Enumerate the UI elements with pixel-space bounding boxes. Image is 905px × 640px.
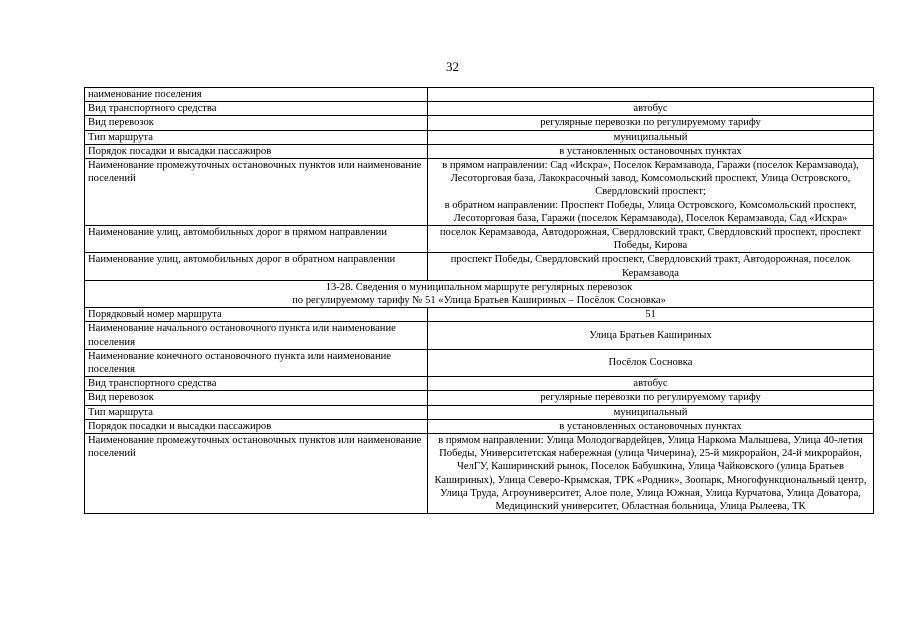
section-heading-line: по регулируемому тарифу № 51 «Улица Братьев Кашириных – Посёлок Сосновка» (292, 295, 666, 307)
forward-direction-text: в прямом направлении: Сад «Искра», Поселок Керамзавода, Гаражи (поселок Керамзавода), Лесоторговая база, Лакокрасочный завод, Комсомольский проспект, Улица Островского, Свердловский проспект; (442, 160, 859, 198)
row-value: в прямом направлении: Улица Молодогвардейцев, Улица Наркома Малышева, Улица 40-летия Победы, Университетская набережная (улица Чичерина), 25-й микрорайон, 24-й микрорайон, ЧелГУ, Каширинский рынок, Поселок Бабушкина, Улица Чайковского (улица Братьев Кашириных), Улица Северо-Крымская, ТРК «Родник», Зоопарк, Многофункциональный центр, Улица Труда, Агроуниверситет, Алое поле, Улица Южная, Улица Курчатова, Улица Доватора, Медицинский университет, Областная больница, Улица Рылеева, ТК (428, 434, 874, 514)
table-row (85, 226, 874, 253)
page-number: 32 (446, 59, 459, 74)
row-value: муниципальный (428, 405, 874, 419)
table-row (85, 253, 874, 280)
row-value: регулярные перевозки по регулируемому тарифу (428, 391, 874, 405)
row-label: Порядковый номер маршрута (85, 308, 428, 322)
table-row (85, 434, 874, 514)
row-label: Тип маршрута (85, 405, 428, 419)
table-row (85, 116, 874, 130)
row-value: автобус (428, 377, 874, 391)
row-label: Наименование промежуточных остановочных пунктов или наименование поселений (85, 159, 428, 226)
row-label: Вид транспортного средства (85, 102, 428, 116)
table-row (85, 349, 874, 376)
row-value: в установленных остановочных пунктах (428, 144, 874, 158)
row-label: Порядок посадки и высадки пассажиров (85, 419, 428, 433)
row-value (428, 88, 874, 102)
route-info-table (84, 87, 874, 514)
table-row (85, 377, 874, 391)
row-value: 51 (428, 308, 874, 322)
row-label: Наименование улиц, автомобильных дорог в прямом направлении (85, 226, 428, 253)
row-value: Улица Братьев Кашириных (428, 322, 874, 349)
row-value: автобус (428, 102, 874, 116)
row-label: Тип маршрута (85, 130, 428, 144)
table-row (85, 405, 874, 419)
row-label: Наименование начального остановочного пункта или наименование поселения (85, 322, 428, 349)
row-label: Наименование конечного остановочного пункта или наименование поселения (85, 349, 428, 376)
row-label: Вид перевозок (85, 391, 428, 405)
table-row (85, 144, 874, 158)
row-label: Вид перевозок (85, 116, 428, 130)
section-heading (85, 280, 874, 307)
row-label: Наименование улиц, автомобильных дорог в обратном направлении (85, 253, 428, 280)
table-row (85, 102, 874, 116)
row-value: проспект Победы, Свердловский проспект, Свердловский тракт, Автодорожная, поселок Керамзавода (428, 253, 874, 280)
return-direction-text: в обратном направлении: Проспект Победы, Улица Островского, Комсомольский проспект, Лесоторговая база, Гаражи (поселок Керамзавода), Поселок Керамзавода, Сад «Искра» (444, 199, 857, 224)
row-label: Порядок посадки и высадки пассажиров (85, 144, 428, 158)
row-value: поселок Керамзавода, Автодорожная, Свердловский тракт, Свердловский проспект, проспект Победы, Кирова (428, 226, 874, 253)
table-row (85, 130, 874, 144)
table-row (85, 159, 874, 226)
section-heading-row (85, 280, 874, 307)
row-label: Наименование промежуточных остановочных пунктов или наименование поселений (85, 434, 428, 514)
table-row (85, 419, 874, 433)
section-heading-line: 13-28. Сведения о муниципальном маршруте регулярных перевозок (325, 281, 633, 293)
table-row (85, 322, 874, 349)
row-label: Вид транспортного средства (85, 377, 428, 391)
row-value: регулярные перевозки по регулируемому тарифу (428, 116, 874, 130)
row-label: наименование поселения (85, 88, 428, 102)
row-value: в установленных остановочных пунктах (428, 419, 874, 433)
row-value: Посёлок Сосновка (428, 349, 874, 376)
row-value (428, 159, 874, 226)
row-value: муниципальный (428, 130, 874, 144)
table-row (85, 308, 874, 322)
table-row (85, 391, 874, 405)
table-row (85, 88, 874, 102)
